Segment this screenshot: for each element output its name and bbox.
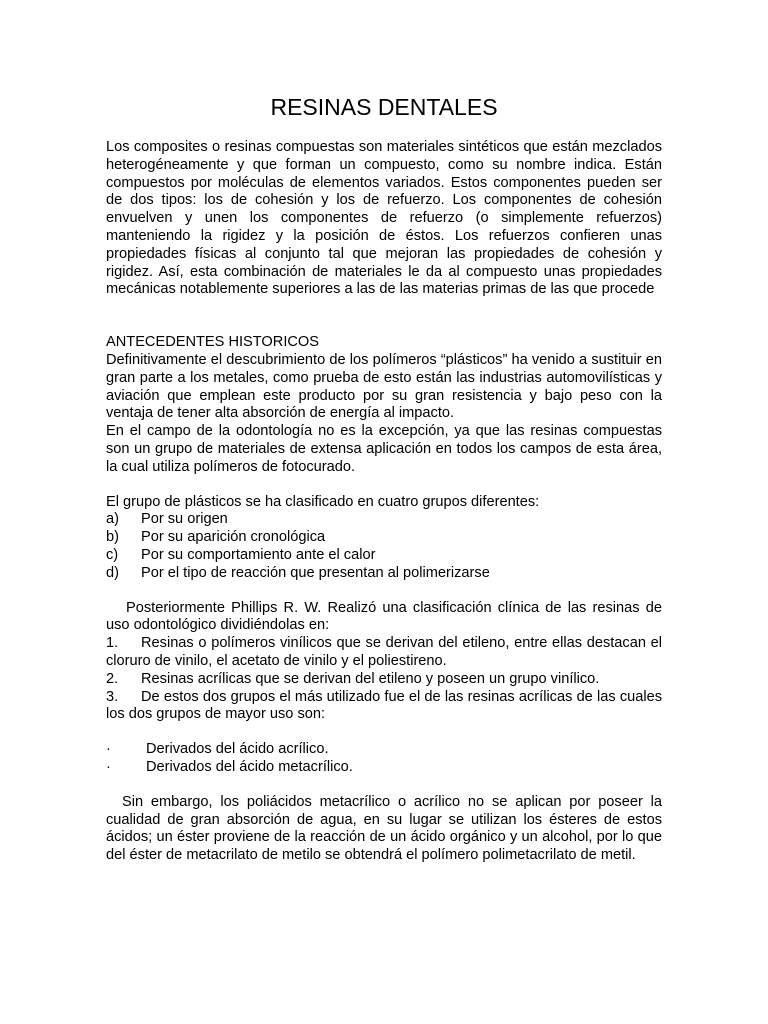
list-item (106, 565, 662, 583)
list-marker: c) (106, 546, 119, 563)
spacer (106, 777, 662, 794)
spacer (106, 724, 662, 741)
numbered-item-text: Resinas o polímeros vinílicos que se derivan del etileno, entre ellas destacan el cloruro de vinilo, el acetato de vinilo y el poliestireno. (106, 635, 662, 669)
bullet-item-text: Derivados del ácido metacrílico. (146, 758, 353, 775)
intro-paragraph: Los composites o resinas compuestas son materiales sintéticos que están mezclados heterogéneamente y que forman un compuesto, como su nombre indica. Están compuestos por moléculas de elementos variados. Estos componentes pueden ser de dos tipos: los de cohesión y los de refuerzo. Los componentes de cohesión envuelven y unen los componentes de refuerzo (o simplemente refuerzos) manteniendo la rigidez y la posición de éstos. Los refuerzos confieren unas propiedades físicas al conjunto tal que mejoran las propiedades de cohesión y rigidez. Así, esta combinación de materiales le da al compuesto unas propiedades mecánicas notablemente superiores a las de las materias primas de las que procede (106, 139, 662, 298)
bullet-list (106, 741, 662, 777)
spacer (106, 583, 662, 600)
closing-paragraph: Sin embargo, los poliácidos metacrílico o acrílico no se aplican por poseer la cualidad de gran absorción de agua, en su lugar se utilizan los ésteres de estos ácidos; un éster proviene de la reacción de un ácido orgánico y un alcohol, por lo que del éster de metacrilato de metilo se obtendrá el polímero polimetacrilato de metil. (106, 793, 662, 864)
bullet-marker: · (106, 741, 111, 758)
phillips-intro: Posteriormente Phillips R. W. Realizó una clasificación clínica de las resinas de uso odontológico dividiéndolas en: (106, 599, 662, 634)
spacer (106, 477, 662, 494)
numbered-item-text: Resinas acrílicas que se derivan del etileno y poseen un grupo vinílico. (141, 670, 600, 687)
spacer (106, 299, 662, 334)
list-marker: a) (106, 511, 119, 528)
numbered-item (106, 671, 662, 689)
list-item (106, 529, 662, 547)
document-page (106, 92, 662, 865)
groups-list (106, 511, 662, 582)
list-marker: d) (106, 564, 119, 581)
numbered-marker: 1. (106, 635, 119, 652)
document-title: RESINAS DENTALES (270, 94, 498, 120)
history-paragraph-1: Definitivamente el descubrimiento de los polímeros “plásticos” ha venido a sustituir en gran parte a los metales, como prueba de esto están las industrias automovilísticas y aviación que emplean este producto por su gran resistencia y bajo peso con la ventaja de tener alta absorción de energía al impacto. (106, 351, 662, 422)
bullet-item (106, 759, 662, 777)
bullet-item (106, 741, 662, 759)
numbered-item (106, 689, 662, 725)
numbered-item-text: De estos dos grupos el más utilizado fue el de las resinas acrílicas de las cuales los dos grupos de mayor uso son: (106, 688, 662, 723)
list-item (106, 511, 662, 529)
list-marker: b) (106, 529, 119, 546)
list-item (106, 547, 662, 565)
numbered-item (106, 635, 662, 671)
list-item-text: Por el tipo de reacción que presentan al polimerizarse (141, 564, 490, 581)
section-heading: ANTECEDENTES HISTORICOS (106, 334, 319, 351)
bullet-item-text: Derivados del ácido acrílico. (146, 741, 329, 758)
bullet-marker: · (106, 758, 111, 775)
numbered-marker: 3. (106, 688, 119, 705)
list-item-text: Por su comportamiento ante el calor (141, 546, 376, 563)
groups-intro: El grupo de plásticos se ha clasificado en cuatro grupos diferentes: (106, 493, 540, 510)
list-item-text: Por su aparición cronológica (141, 529, 326, 546)
history-paragraph-2: En el campo de la odontología no es la excepción, ya que las resinas compuestas son un grupo de materiales de extensa aplicación en todos los campos de esta área, la cual utiliza polímeros de fotocurado. (106, 423, 662, 475)
list-item-text: Por su origen (141, 511, 228, 528)
numbered-marker: 2. (106, 670, 119, 687)
